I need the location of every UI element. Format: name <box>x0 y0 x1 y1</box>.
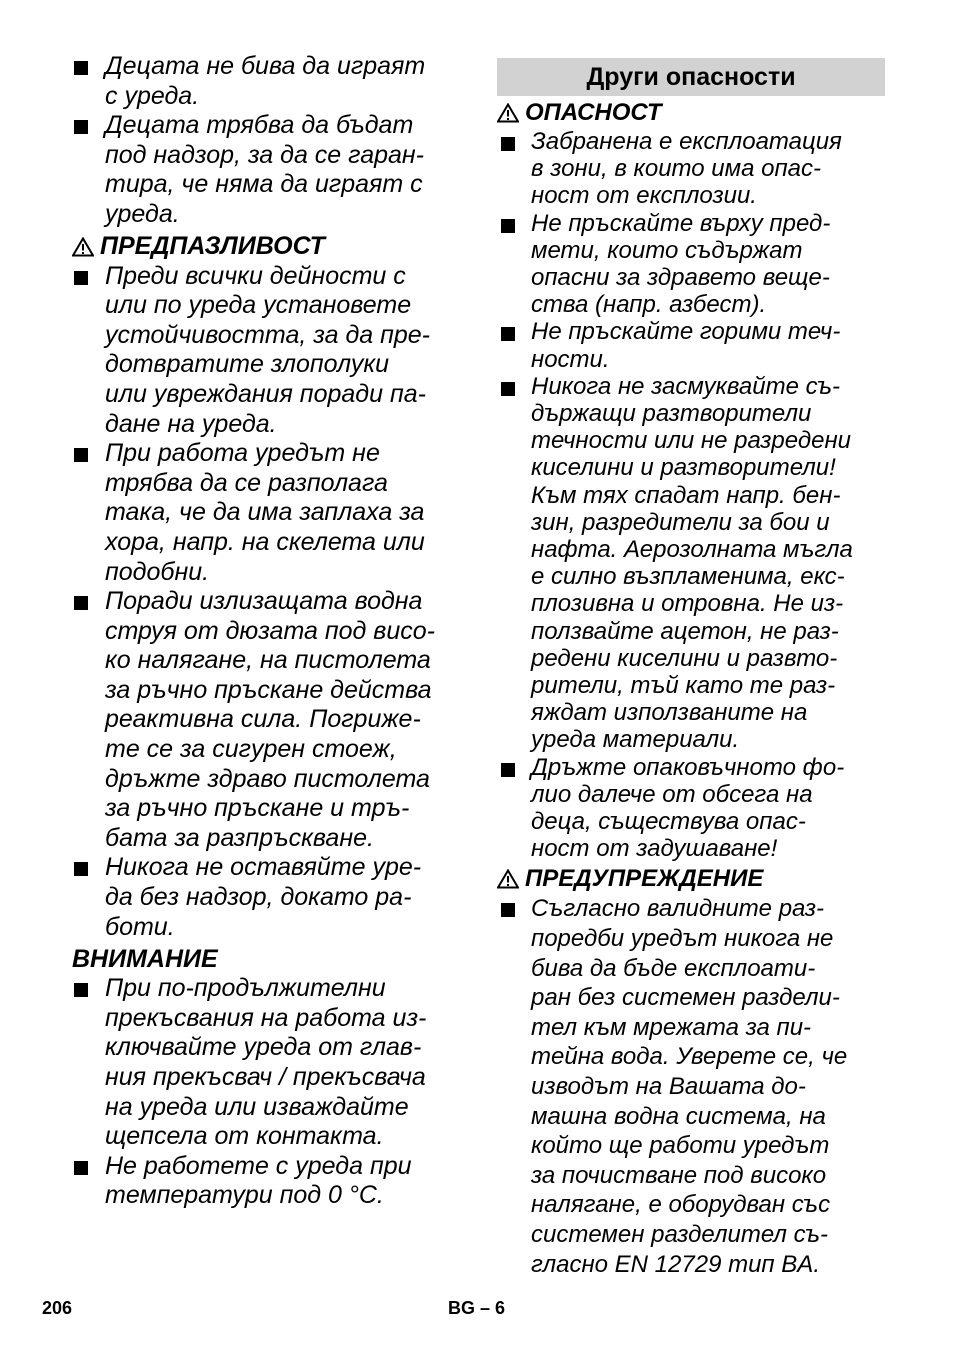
warning-triangle-icon <box>497 869 519 889</box>
caution-heading-text: ПРЕДПАЗЛИВОСТ <box>100 232 325 261</box>
caution-heading <box>72 232 464 262</box>
list-item-text: Децата не бива да играят с уреда. <box>105 52 426 110</box>
list-item <box>72 111 464 229</box>
warning-triangle-icon <box>497 103 519 123</box>
attention-list <box>72 974 464 1211</box>
list-item <box>497 318 885 372</box>
list-item-text: Дръжте опаковъчното фо- лио далече от обсега на деца, съществува опас- ност от задушаване! <box>531 753 845 863</box>
list-item <box>497 894 885 1279</box>
square-bullet <box>501 382 515 396</box>
square-bullet <box>501 137 515 151</box>
list-item-text: Не пръскайте върху пред- мети, които съдържат опасни за здравето веще- ства (напр. азбест). <box>531 209 831 319</box>
right-column <box>497 0 885 1279</box>
list-item-text: Не работете с уреда при температури под 0 °C. <box>105 1151 412 1210</box>
list-item <box>72 262 464 440</box>
square-bullet <box>74 983 88 997</box>
page-number: 206 <box>42 1298 73 1318</box>
list-item <box>72 1152 464 1211</box>
square-bullet <box>501 327 515 341</box>
list-item-text: Никога не засмуквайте съ- държащи разтворители течности или не разредени киселини и разтворители! Към тях спадат напр. бен- зин, разредители за бои и нафта. Аерозолната мъгла е силно възпламенима, екс- плозивна и отровна. Не из- ползвайте ацетон, не раз- редени киселини и развто- рители, тъй като те раз- яждат използваните на уреда материали. <box>531 372 853 754</box>
square-bullet <box>74 448 88 462</box>
square-bullet <box>74 61 88 75</box>
list-item <box>497 373 885 754</box>
square-bullet <box>74 271 88 285</box>
warning-heading-text: ПРЕДУПРЕЖДЕНИЕ <box>525 865 764 893</box>
list-item-text: Забранена е експлоатация в зони, в които има опас- ност от експлозии. <box>531 128 842 210</box>
section-title-bar <box>497 58 885 96</box>
list-item-text: При по-продължителни прекъсвания на работа из- ключвайте уреда от глав- ния прекъсвач / прекъсвача на уреда или изваждайте щепсела от контакта. <box>105 974 427 1151</box>
attention-heading <box>72 944 464 974</box>
list-item <box>72 587 464 853</box>
left-column <box>72 52 464 1211</box>
list-item-text: Съгласно валидните раз- поредби уредът никога не бива да бъде експлоати- ран без системен раздели- тел към мрежата за пи- тейна вода. Уверете се, че изводът на Вашата до- машна водна система, на който ще работи уредът за почистване под високо налягане, е оборудван със системен разделител съ- гласно EN 12729 тип BA. <box>531 895 848 1278</box>
list-item <box>72 853 464 942</box>
danger-heading-text: ОПАСНОСТ <box>525 99 662 126</box>
list-item-text: При работа уредът не трябва да се разполага така, че да има заплаха за хора, напр. на скелета или подобни. <box>105 439 425 586</box>
list-item <box>72 974 464 1152</box>
list-item <box>72 52 464 111</box>
warning-list <box>497 894 885 1279</box>
square-bullet <box>501 903 515 917</box>
list-item-text: Не пръскайте горими теч- ности. <box>531 318 841 373</box>
square-bullet <box>74 120 88 134</box>
list-item-text: Децата трябва да бъдат под надзор, за да се гаран- тира, че няма да играят с уреда. <box>105 111 424 228</box>
intro-list <box>72 52 464 230</box>
square-bullet <box>501 763 515 777</box>
caution-list <box>72 262 464 943</box>
attention-heading-text: ВНИМАНИЕ <box>72 944 218 973</box>
list-item-text: Никога не оставяйте уре- да без надзор, докато ра- боти. <box>105 853 422 941</box>
list-item-text: Преди всички дейности с или по уреда установете устойчивостта, за да пре- дотвратите злополуки или увреждания поради па- дане на уреда. <box>105 261 431 438</box>
language-page-label: BG – 6 <box>448 1298 506 1318</box>
square-bullet <box>74 1161 88 1175</box>
square-bullet <box>74 862 88 876</box>
list-item-text: Поради излизащата водна струя от дюзата под висо- ко налягане, на пистолета за ръчно пръскане действа реактивна сила. Погриже- те се за сигурен стоеж, дръжте здраво пистолета за ръчно пръскане и тръ- бата за разпръскване. <box>105 587 435 852</box>
warning-heading <box>497 864 885 894</box>
square-bullet <box>501 219 515 233</box>
warning-triangle-icon <box>72 237 94 257</box>
list-item <box>497 128 885 210</box>
square-bullet <box>74 596 88 610</box>
list-item <box>497 210 885 319</box>
section-title: Други опасности <box>586 63 796 91</box>
danger-list <box>497 128 885 862</box>
list-item <box>497 754 885 863</box>
list-item <box>72 439 464 587</box>
danger-heading <box>497 98 885 128</box>
